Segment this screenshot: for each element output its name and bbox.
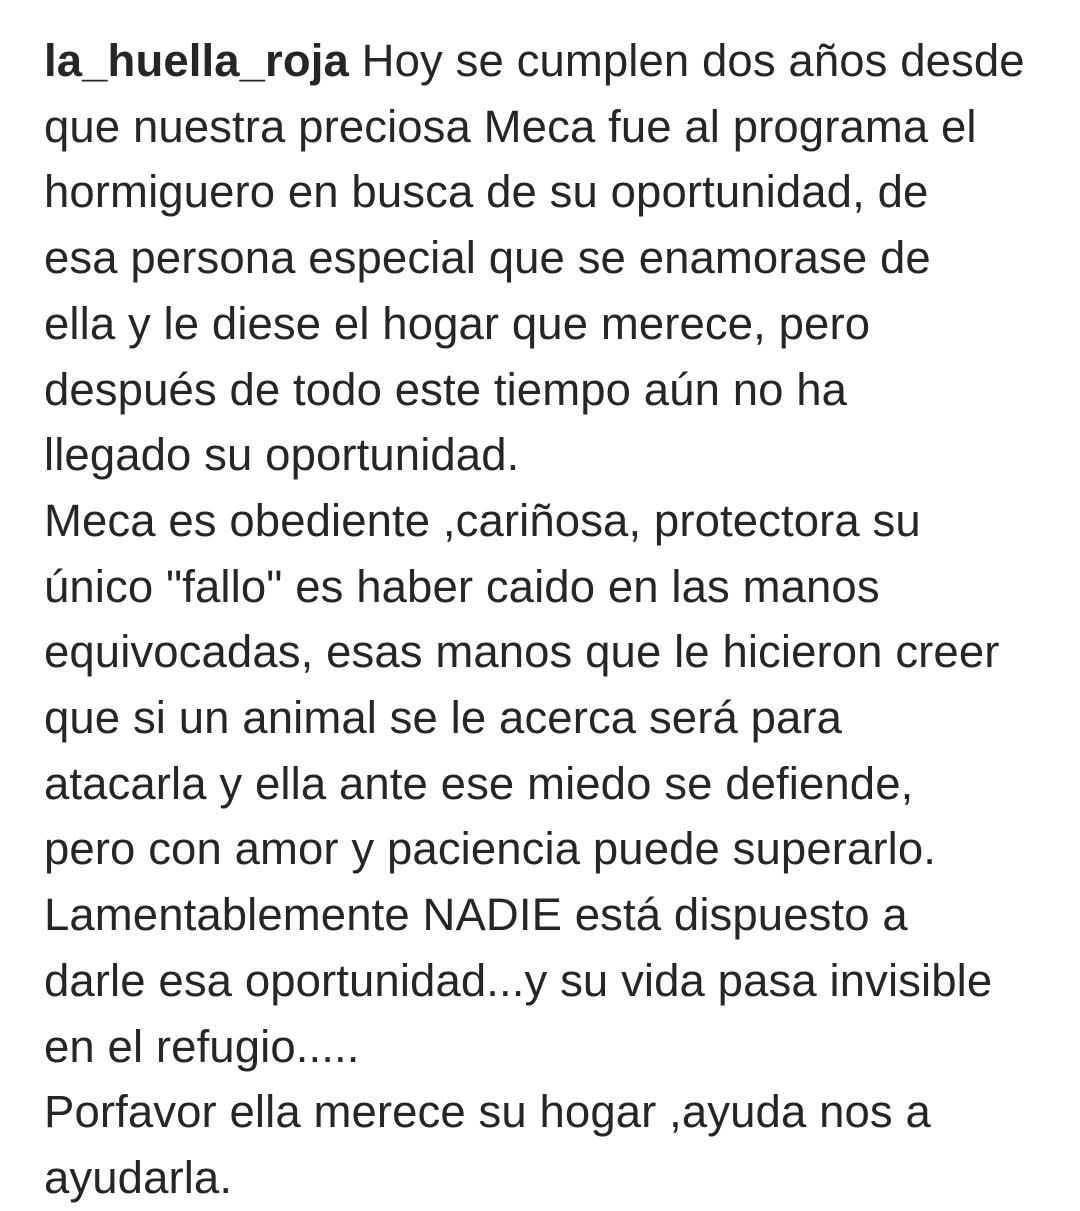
caption-line: Porfavor ella merece su hogar ,ayuda nos a	[44, 1086, 931, 1138]
caption-text: Hoy se cumplen dos años desde	[361, 35, 1025, 86]
caption-line: Lamentablemente NADIE está dispuesto a	[44, 889, 908, 941]
caption-line: ayudarla.	[44, 1151, 233, 1203]
caption-line: que nuestra preciosa Meca fue al programa el	[44, 100, 977, 152]
caption-line: atacarla y ella ante ese miedo se defiende,	[44, 757, 914, 809]
caption-line: equivocadas, esas manos que le hicieron creer	[44, 626, 1000, 678]
caption-first-line	[44, 28, 1054, 94]
caption-line: ella y le diese el hogar que merece, pero	[44, 297, 871, 349]
username-link[interactable]: la_huella_roja	[44, 35, 349, 86]
caption-line: en el refugio.....	[44, 1020, 360, 1072]
caption-line: pero con amor y paciencia puede superarlo.	[44, 823, 936, 875]
caption-line: esa persona especial que se enamorase de	[44, 232, 931, 284]
caption-line: darle esa oportunidad...y su vida pasa invisible	[44, 954, 993, 1006]
caption-line: único "fallo" es haber caido en las manos	[44, 560, 880, 612]
caption-line: después de todo este tiempo aún no ha	[44, 363, 848, 415]
caption-line: que si un animal se le acerca será para	[44, 692, 843, 744]
caption-line: llegado su oportunidad.	[44, 429, 520, 481]
caption-line: hormiguero en busca de su oportunidad, de	[44, 166, 929, 218]
post-caption	[44, 28, 1054, 1211]
caption-line: Meca es obediente ,cariñosa, protectora su	[44, 494, 921, 546]
